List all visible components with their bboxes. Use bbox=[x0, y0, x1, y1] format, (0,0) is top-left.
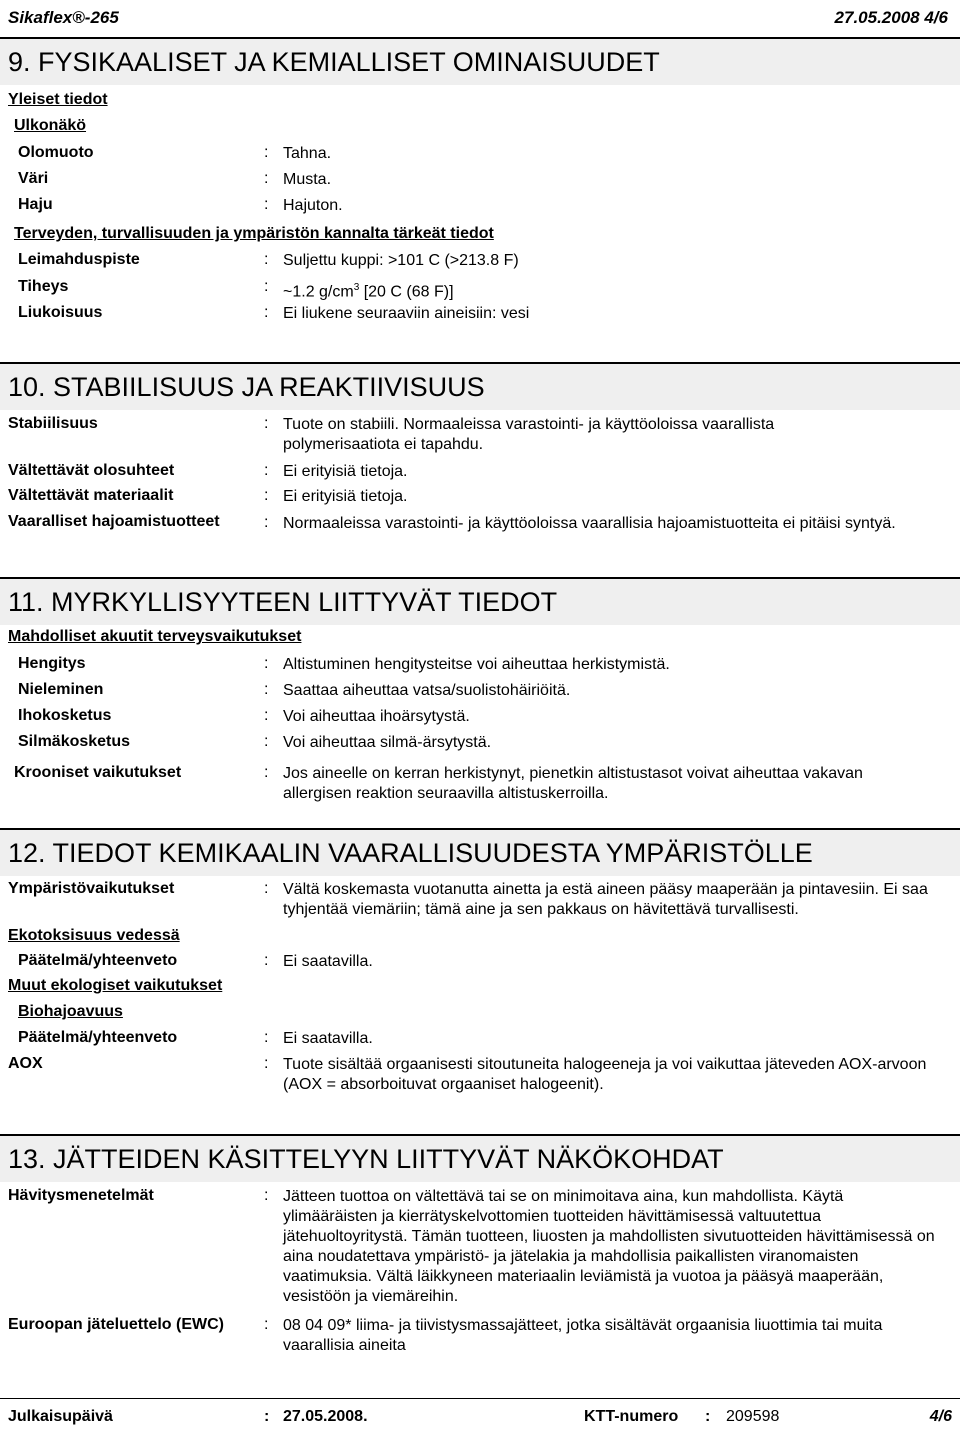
conditions-value: Ei erityisiä tietoja. bbox=[283, 463, 408, 480]
ktt-label: KTT-numero bbox=[584, 1408, 679, 1425]
colon: : bbox=[264, 278, 269, 295]
colon: : bbox=[264, 1187, 269, 1204]
skin-label: Ihokosketus bbox=[18, 707, 112, 724]
density-sup: 3 bbox=[353, 282, 360, 293]
decomposition-value: Normaaleissa varastointi- ja käyttöoloissa vaarallisia hajoamistuotteita ei pitäisi syntyä. bbox=[283, 515, 896, 532]
flash-label: Leimahduspiste bbox=[18, 251, 140, 268]
health-heading: Terveyden, turvallisuuden ja ympäristön kannalta tärkeät tiedot bbox=[14, 225, 494, 242]
section-9-bar bbox=[0, 37, 960, 85]
density-pre: ~1.2 g/cm bbox=[283, 283, 354, 301]
row-label: Haju bbox=[18, 196, 53, 213]
ewc-value: 08 04 09* liima- ja tiivistysmassajätteet, jotka sisältävät orgaanisia liuottimia tai muita vaarallisia aineita bbox=[283, 1317, 883, 1354]
colon: : bbox=[264, 764, 269, 781]
colon: : bbox=[264, 707, 269, 724]
header-date-page: 27.05.2008 4/6 bbox=[834, 8, 948, 27]
section-10-title: 10. STABIILISUUS JA REAKTIIVISUUS bbox=[8, 372, 485, 402]
stability-value: Tuote on stabiili. Normaaleissa varastointi- ja käyttöoloissa vaarallista polymerisaatiota ei tapahdu. bbox=[283, 416, 775, 453]
section-10-bar bbox=[0, 362, 960, 410]
disposal-label: Hävitysmenetelmät bbox=[8, 1187, 154, 1204]
colon: : bbox=[264, 655, 269, 672]
product-name: Sikaflex®-265 bbox=[8, 8, 119, 27]
page-number: 4/6 bbox=[929, 1408, 952, 1425]
colon: : bbox=[264, 1408, 270, 1425]
decomposition-label: Vaaralliset hajoamistuotteet bbox=[8, 513, 220, 530]
section-11-title: 11. MYRKYLLISYYTEEN LIITTYVÄT TIEDOT bbox=[8, 587, 558, 617]
footer-divider bbox=[0, 1398, 960, 1399]
colon: : bbox=[264, 952, 269, 969]
conclusion-label: Päätelmä/yhteenveto bbox=[18, 1029, 178, 1046]
conditions-label: Vältettävät olosuhteet bbox=[8, 462, 175, 479]
colon: : bbox=[264, 170, 269, 187]
row-value: Hajuton. bbox=[283, 197, 343, 214]
materials-label: Vältettävät materiaalit bbox=[8, 487, 174, 504]
density-label: Tiheys bbox=[18, 278, 69, 295]
section-11-bar bbox=[0, 577, 960, 625]
disposal-value: Jätteen tuottoa on vältettävä tai se on minimoitava aina, kun mahdollista. Käytä ylimääräisten ja kierrätyskelvottomien tuotteiden hävittämisessä valtuutettua jätehuoltoyritystä. Tämän tuotteen, liuosten ja mahdollisten sivutuotteiden hävittämisessä on aina noudatettava ympäristö- ja jätelakia ja mahdollisia paikallisten viranomaisten vaatimuksia. Vältä läikkyneen materiaalin leviämistä ja vuotoa ja pääsyä maaperään, vesistöön ja viemäreihin. bbox=[283, 1188, 935, 1305]
conclusion-value: Ei saatavilla. bbox=[283, 1030, 373, 1047]
section-12-bar bbox=[0, 828, 960, 876]
ewc-label: Euroopan jäteluettelo (EWC) bbox=[8, 1316, 224, 1333]
publication-date-label: Julkaisupäivä bbox=[8, 1408, 113, 1425]
stability-label: Stabiilisuus bbox=[8, 415, 98, 432]
chronic-value: Jos aineelle on kerran herkistynyt, pienetkin altistustasot voivat aiheuttaa vakavan allergisen reaktion seuraavilla altistuskerroilla. bbox=[283, 765, 863, 802]
colon: : bbox=[264, 251, 269, 268]
ingestion-value: Saattaa aiheuttaa vatsa/suolistohäiriöitä. bbox=[283, 682, 571, 699]
solubility-value: Ei liukene seuraaviin aineisiin: vesi bbox=[283, 305, 530, 322]
eye-label: Silmäkosketus bbox=[18, 733, 131, 750]
chronic-label: Krooniset vaikutukset bbox=[14, 764, 182, 781]
colon: : bbox=[264, 1055, 269, 1072]
colon: : bbox=[264, 487, 269, 504]
row-label: Väri bbox=[18, 170, 49, 187]
eye-value: Voi aiheuttaa silmä-ärsytystä. bbox=[283, 734, 492, 751]
acute-heading: Mahdolliset akuutit terveysvaikutukset bbox=[8, 628, 302, 645]
general-info-heading: Yleiset tiedot bbox=[8, 91, 108, 108]
flash-value: Suljettu kuppi: >101 C (>213.8 F) bbox=[283, 252, 519, 269]
density-post: [20 C (68 F)] bbox=[359, 283, 454, 301]
colon: : bbox=[264, 462, 269, 479]
section-13-title: 13. JÄTTEIDEN KÄSITTELYYN LIITTYVÄT NÄKÖKOHDAT bbox=[8, 1144, 724, 1174]
colon: : bbox=[264, 144, 269, 161]
colon: : bbox=[264, 880, 269, 897]
inhalation-value: Altistuminen hengitysteitse voi aiheuttaa herkistymistä. bbox=[283, 656, 670, 673]
colon: : bbox=[264, 415, 269, 432]
row-label: Olomuoto bbox=[18, 144, 94, 161]
colon: : bbox=[264, 514, 269, 531]
env-label: Ympäristövaikutukset bbox=[8, 880, 175, 897]
colon: : bbox=[264, 1029, 269, 1046]
skin-value: Voi aiheuttaa ihoärsytystä. bbox=[283, 708, 470, 725]
section-13-bar bbox=[0, 1134, 960, 1182]
colon: : bbox=[264, 196, 269, 213]
aox-value: Tuote sisältää orgaanisesti sitoutuneita halogeeneja ja voi vaikuttaa jäteveden AOX-arvoon (AOX = absorboituvat orgaaniset halogeenit). bbox=[283, 1056, 927, 1093]
row-value: Tahna. bbox=[283, 145, 332, 162]
env-value: Vältä koskemasta vuotanutta ainetta ja estä aineen pääsy maaperään ja pintavesiin. Ei saa tyhjentää viemäriin; tämä aine ja sen pakkaus on hävitettävä turvallisesti. bbox=[283, 881, 928, 918]
biodegradability-heading: Biohajoavuus bbox=[18, 1003, 123, 1020]
conclusion-value: Ei saatavilla. bbox=[283, 953, 373, 970]
materials-value: Ei erityisiä tietoja. bbox=[283, 488, 408, 505]
other-effects-heading: Muut ekologiset vaikutukset bbox=[8, 977, 223, 994]
appearance-heading: Ulkonäkö bbox=[14, 117, 87, 134]
publication-date-value: 27.05.2008. bbox=[283, 1408, 368, 1425]
colon: : bbox=[264, 681, 269, 698]
section-9-title: 9. FYSIKAALISET JA KEMIALLISET OMINAISUUDET bbox=[8, 47, 660, 77]
solubility-label: Liukoisuus bbox=[18, 304, 103, 321]
row-value: Musta. bbox=[283, 171, 332, 188]
colon: : bbox=[264, 1316, 269, 1333]
colon: : bbox=[264, 733, 269, 750]
inhalation-label: Hengitys bbox=[18, 655, 86, 672]
density-value bbox=[283, 278, 454, 302]
colon: : bbox=[264, 304, 269, 321]
ktt-value: 209598 bbox=[726, 1408, 780, 1425]
aox-label: AOX bbox=[8, 1055, 43, 1072]
ecotox-heading: Ekotoksisuus vedessä bbox=[8, 927, 180, 944]
conclusion-label: Päätelmä/yhteenveto bbox=[18, 952, 178, 969]
section-12-title: 12. TIEDOT KEMIKAALIN VAARALLISUUDESTA YMPÄRISTÖLLE bbox=[8, 838, 813, 868]
colon: : bbox=[705, 1408, 711, 1425]
ingestion-label: Nieleminen bbox=[18, 681, 104, 698]
